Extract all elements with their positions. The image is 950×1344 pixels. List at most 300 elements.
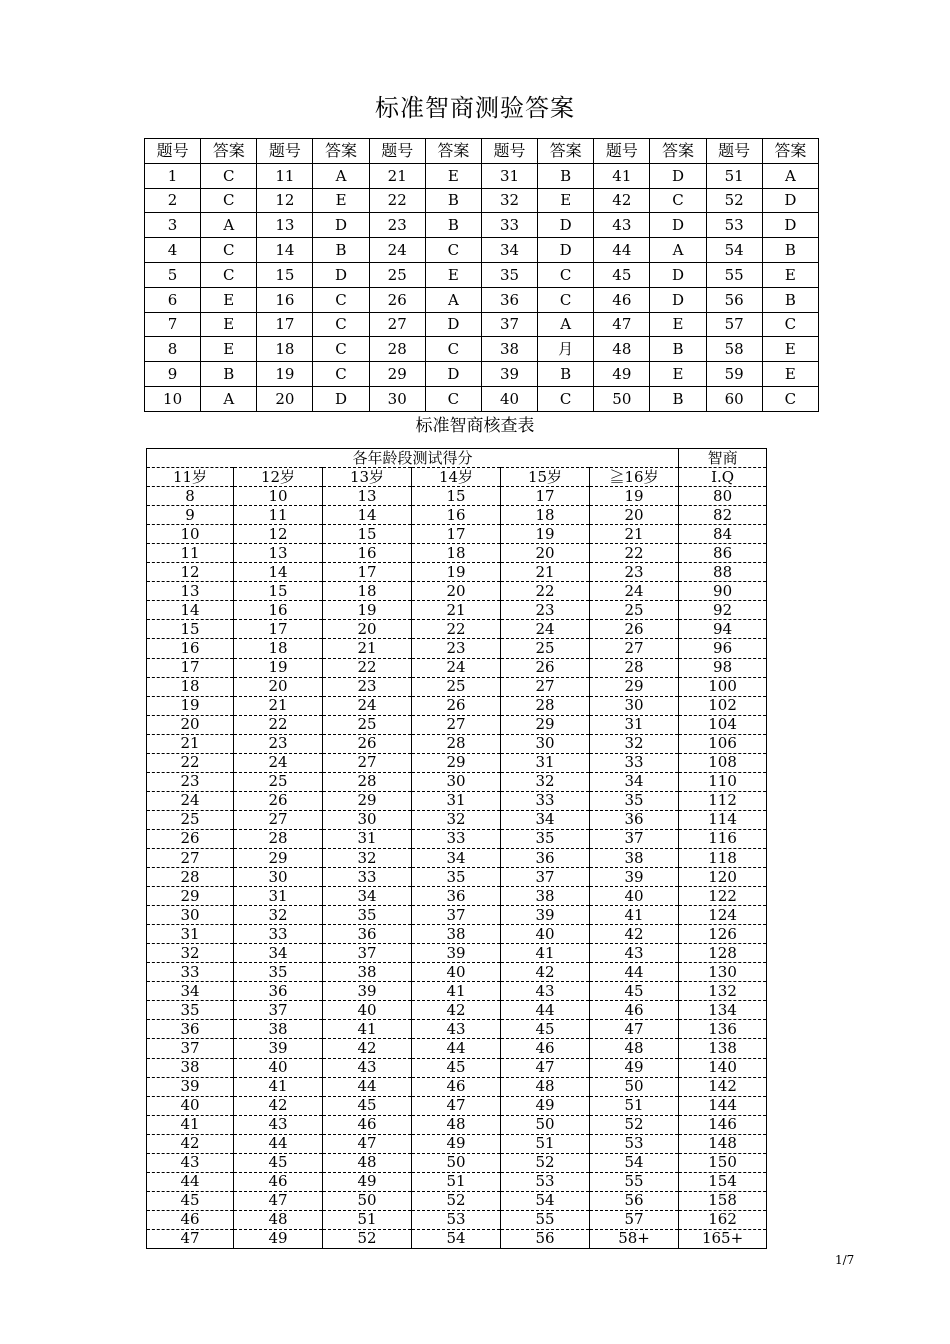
score-cell: 36 <box>501 848 590 867</box>
score-cell: 9 <box>147 506 234 525</box>
iq-value-cell: 92 <box>679 601 767 620</box>
score-cell: 8 <box>147 487 234 506</box>
score-cell: 44 <box>501 1001 590 1020</box>
score-cell: 42 <box>412 1001 501 1020</box>
score-cell: 25 <box>147 810 234 829</box>
score-cell: 21 <box>412 601 501 620</box>
iq-table-group-header-row <box>147 449 767 468</box>
question-number-cell: 29 <box>369 362 425 387</box>
score-cell: 36 <box>412 887 501 906</box>
score-cell: 19 <box>501 525 590 544</box>
question-number-cell: 11 <box>257 163 313 188</box>
answer-cell: C <box>538 386 594 411</box>
iq-value-cell: 120 <box>679 868 767 887</box>
answer-row <box>145 213 819 238</box>
iq-row <box>147 1020 767 1039</box>
iq-value-cell: 122 <box>679 887 767 906</box>
score-cell: 26 <box>501 658 590 677</box>
question-number-cell: 14 <box>257 238 313 263</box>
answer-cell: D <box>313 262 369 287</box>
score-cell: 20 <box>234 677 323 696</box>
question-number-cell: 48 <box>594 337 650 362</box>
score-cell: 21 <box>147 734 234 753</box>
answer-header-cell: 答案 <box>762 139 818 164</box>
score-cell: 15 <box>412 487 501 506</box>
iq-row <box>147 677 767 696</box>
answer-header-cell: 答案 <box>538 139 594 164</box>
question-number-cell: 30 <box>369 386 425 411</box>
score-cell: 49 <box>412 1134 501 1153</box>
question-number-cell: 44 <box>594 238 650 263</box>
answer-table-body <box>145 163 819 411</box>
question-number-cell: 50 <box>594 386 650 411</box>
iq-row <box>147 544 767 563</box>
score-cell: 51 <box>501 1134 590 1153</box>
answer-cell: C <box>762 386 818 411</box>
score-cell: 19 <box>412 563 501 582</box>
score-cell: 30 <box>501 734 590 753</box>
age-header-cell: 11岁 <box>147 468 234 487</box>
answer-cell: B <box>650 386 706 411</box>
iq-value-cell: 126 <box>679 925 767 944</box>
score-cell: 34 <box>501 810 590 829</box>
score-cell: 38 <box>234 1020 323 1039</box>
score-cell: 41 <box>323 1020 412 1039</box>
score-cell: 33 <box>412 829 501 848</box>
score-cell: 37 <box>590 829 679 848</box>
answer-cell: D <box>762 188 818 213</box>
score-cell: 25 <box>323 715 412 734</box>
score-cell: 56 <box>590 1191 679 1210</box>
score-cell: 21 <box>501 563 590 582</box>
score-cell: 31 <box>501 753 590 772</box>
answer-cell: B <box>425 188 481 213</box>
age-header-cell: 12岁 <box>234 468 323 487</box>
score-cell: 56 <box>501 1229 590 1248</box>
answer-row <box>145 287 819 312</box>
iq-row <box>147 1172 767 1191</box>
iq-value-cell: 112 <box>679 791 767 810</box>
iq-row <box>147 753 767 772</box>
score-cell: 43 <box>147 1153 234 1172</box>
answer-cell: E <box>313 188 369 213</box>
score-cell: 51 <box>590 1096 679 1115</box>
iq-value-cell: 96 <box>679 639 767 658</box>
answer-cell: B <box>425 213 481 238</box>
score-cell: 36 <box>590 810 679 829</box>
question-number-cell: 47 <box>594 312 650 337</box>
iq-row <box>147 734 767 753</box>
score-cell: 45 <box>234 1153 323 1172</box>
iq-value-cell: 158 <box>679 1191 767 1210</box>
question-number-cell: 32 <box>481 188 537 213</box>
iq-row <box>147 848 767 867</box>
score-cell: 16 <box>412 506 501 525</box>
score-cell: 41 <box>147 1115 234 1134</box>
score-cell: 44 <box>234 1134 323 1153</box>
score-cell: 23 <box>590 563 679 582</box>
score-cell: 13 <box>323 487 412 506</box>
iq-value-cell: 84 <box>679 525 767 544</box>
score-cell: 55 <box>501 1210 590 1229</box>
score-cell: 33 <box>590 753 679 772</box>
iq-value-cell: 144 <box>679 1096 767 1115</box>
question-number-cell: 46 <box>594 287 650 312</box>
score-cell: 15 <box>323 525 412 544</box>
question-number-cell: 18 <box>257 337 313 362</box>
score-cell: 34 <box>147 982 234 1001</box>
answer-cell: C <box>425 386 481 411</box>
iq-value-cell: 80 <box>679 487 767 506</box>
score-cell: 34 <box>234 944 323 963</box>
answer-cell: E <box>201 287 257 312</box>
iq-table-body <box>147 487 767 1249</box>
answer-cell: A <box>313 163 369 188</box>
iq-value-cell: 132 <box>679 982 767 1001</box>
answer-cell: D <box>762 213 818 238</box>
iq-value-cell: 128 <box>679 944 767 963</box>
iq-row <box>147 963 767 982</box>
question-number-cell: 3 <box>145 213 201 238</box>
answer-cell: C <box>538 262 594 287</box>
score-cell: 35 <box>147 1001 234 1020</box>
iq-value-cell: 134 <box>679 1001 767 1020</box>
age-header-cell: 14岁 <box>412 468 501 487</box>
score-cell: 44 <box>412 1039 501 1058</box>
iq-value-cell: 90 <box>679 582 767 601</box>
score-cell: 19 <box>590 487 679 506</box>
iq-row <box>147 1077 767 1096</box>
score-cell: 28 <box>412 734 501 753</box>
answer-cell: B <box>762 287 818 312</box>
score-cell: 26 <box>147 829 234 848</box>
score-cell: 36 <box>323 925 412 944</box>
score-cell: 37 <box>147 1039 234 1058</box>
score-cell: 53 <box>590 1134 679 1153</box>
iq-row <box>147 906 767 925</box>
answer-row <box>145 262 819 287</box>
answer-cell: D <box>425 312 481 337</box>
score-cell: 15 <box>147 620 234 639</box>
score-cell: 14 <box>147 601 234 620</box>
score-cell: 24 <box>412 658 501 677</box>
iq-table-age-header-row <box>147 468 767 487</box>
score-cell: 38 <box>147 1058 234 1077</box>
answer-cell: B <box>538 163 594 188</box>
answer-row <box>145 386 819 411</box>
page-number: 1/7 <box>835 1253 855 1267</box>
score-cell: 43 <box>412 1020 501 1039</box>
score-cell: 19 <box>234 658 323 677</box>
answer-cell: D <box>538 213 594 238</box>
iq-value-cell: 114 <box>679 810 767 829</box>
score-cell: 23 <box>147 772 234 791</box>
iq-value-cell: 110 <box>679 772 767 791</box>
question-number-cell: 19 <box>257 362 313 387</box>
iq-row <box>147 1153 767 1172</box>
iq-value-cell: 86 <box>679 544 767 563</box>
question-number-cell: 41 <box>594 163 650 188</box>
score-cell: 24 <box>234 753 323 772</box>
score-cell: 26 <box>323 734 412 753</box>
score-cell: 18 <box>412 544 501 563</box>
iq-row <box>147 1039 767 1058</box>
score-cell: 42 <box>501 963 590 982</box>
answer-cell: D <box>313 213 369 238</box>
answer-cell: B <box>762 238 818 263</box>
answer-cell: E <box>762 262 818 287</box>
score-cell: 18 <box>501 506 590 525</box>
answer-cell: A <box>425 287 481 312</box>
score-cell: 38 <box>323 963 412 982</box>
score-cell: 39 <box>323 982 412 1001</box>
answer-cell: B <box>650 337 706 362</box>
question-number-cell: 56 <box>706 287 762 312</box>
score-cell: 51 <box>323 1210 412 1229</box>
iq-row <box>147 1096 767 1115</box>
answer-header-cell: 答案 <box>201 139 257 164</box>
score-cell: 34 <box>590 772 679 791</box>
score-cell: 53 <box>412 1210 501 1229</box>
iq-row <box>147 1229 767 1248</box>
answer-header-cell: 题号 <box>706 139 762 164</box>
score-cell: 29 <box>412 753 501 772</box>
iq-lookup-table <box>146 448 767 1249</box>
score-cell: 24 <box>323 696 412 715</box>
iq-row <box>147 810 767 829</box>
score-cell: 34 <box>323 887 412 906</box>
score-cell: 16 <box>234 601 323 620</box>
score-cell: 40 <box>501 925 590 944</box>
answer-cell: A <box>762 163 818 188</box>
answer-cell: C <box>313 312 369 337</box>
question-number-cell: 23 <box>369 213 425 238</box>
score-cell: 47 <box>412 1096 501 1115</box>
score-cell: 47 <box>323 1134 412 1153</box>
score-cell: 35 <box>234 963 323 982</box>
question-number-cell: 42 <box>594 188 650 213</box>
score-cell: 38 <box>501 887 590 906</box>
iq-value-cell: 116 <box>679 829 767 848</box>
score-cell: 52 <box>323 1229 412 1248</box>
iq-value-cell: 146 <box>679 1115 767 1134</box>
question-number-cell: 12 <box>257 188 313 213</box>
score-cell: 30 <box>147 906 234 925</box>
iq-row <box>147 1001 767 1020</box>
score-cell: 37 <box>412 906 501 925</box>
score-cell: 15 <box>234 582 323 601</box>
age-header-cell: 13岁 <box>323 468 412 487</box>
question-number-cell: 8 <box>145 337 201 362</box>
score-cell: 28 <box>590 658 679 677</box>
score-cell: 35 <box>412 868 501 887</box>
score-cell: 46 <box>323 1115 412 1134</box>
score-cell: 26 <box>590 620 679 639</box>
score-cell: 46 <box>590 1001 679 1020</box>
question-number-cell: 54 <box>706 238 762 263</box>
score-cell: 27 <box>412 715 501 734</box>
score-cell: 48 <box>412 1115 501 1134</box>
answer-cell: D <box>650 213 706 238</box>
score-cell: 19 <box>147 696 234 715</box>
iq-value-cell: 118 <box>679 848 767 867</box>
score-cell: 29 <box>501 715 590 734</box>
score-cell: 27 <box>323 753 412 772</box>
answer-cell: C <box>538 287 594 312</box>
answer-cell: A <box>538 312 594 337</box>
answer-cell: C <box>313 362 369 387</box>
iq-row <box>147 944 767 963</box>
score-cell: 35 <box>590 791 679 810</box>
score-cell: 45 <box>147 1191 234 1210</box>
iq-row <box>147 1058 767 1077</box>
score-cell: 51 <box>412 1172 501 1191</box>
score-cell: 28 <box>501 696 590 715</box>
answer-cell: C <box>201 188 257 213</box>
score-cell: 29 <box>323 791 412 810</box>
score-cell: 25 <box>234 772 323 791</box>
iq-value-cell: 102 <box>679 696 767 715</box>
iq-row <box>147 620 767 639</box>
answer-cell: D <box>538 238 594 263</box>
score-cell: 48 <box>590 1039 679 1058</box>
answer-cell: C <box>425 238 481 263</box>
score-cell: 39 <box>412 944 501 963</box>
question-number-cell: 5 <box>145 262 201 287</box>
answer-header-cell: 答案 <box>650 139 706 164</box>
answer-cell: D <box>425 362 481 387</box>
score-cell: 41 <box>501 944 590 963</box>
score-cell: 34 <box>412 848 501 867</box>
score-cell: 31 <box>590 715 679 734</box>
score-cell: 46 <box>501 1039 590 1058</box>
score-cell: 23 <box>323 677 412 696</box>
iq-row <box>147 887 767 906</box>
question-number-cell: 17 <box>257 312 313 337</box>
iq-row <box>147 772 767 791</box>
iq-table-title: 标准智商核查表 <box>415 416 535 436</box>
iq-row <box>147 1115 767 1134</box>
score-cell: 35 <box>323 906 412 925</box>
question-number-cell: 51 <box>706 163 762 188</box>
score-cell: 31 <box>234 887 323 906</box>
iq-row <box>147 925 767 944</box>
iq-row <box>147 601 767 620</box>
score-cell: 22 <box>412 620 501 639</box>
score-cell: 28 <box>234 829 323 848</box>
score-cell: 26 <box>412 696 501 715</box>
score-cell: 19 <box>323 601 412 620</box>
score-cell: 55 <box>590 1172 679 1191</box>
score-cell: 23 <box>412 639 501 658</box>
iq-value-cell: 136 <box>679 1020 767 1039</box>
score-cell: 10 <box>147 525 234 544</box>
score-cell: 25 <box>501 639 590 658</box>
question-number-cell: 1 <box>145 163 201 188</box>
question-number-cell: 16 <box>257 287 313 312</box>
question-number-cell: 31 <box>481 163 537 188</box>
score-cell: 43 <box>590 944 679 963</box>
score-cell: 11 <box>234 506 323 525</box>
iq-value-cell: 100 <box>679 677 767 696</box>
score-cell: 22 <box>501 582 590 601</box>
answer-cell: C <box>425 337 481 362</box>
answer-cell: C <box>762 312 818 337</box>
score-cell: 32 <box>590 734 679 753</box>
score-cell: 25 <box>590 601 679 620</box>
answer-row <box>145 163 819 188</box>
iq-value-cell: 142 <box>679 1077 767 1096</box>
score-cell: 22 <box>147 753 234 772</box>
question-number-cell: 26 <box>369 287 425 312</box>
score-cell: 39 <box>234 1039 323 1058</box>
score-cell: 21 <box>590 525 679 544</box>
iq-value-cell: 94 <box>679 620 767 639</box>
answer-row <box>145 188 819 213</box>
score-cell: 26 <box>234 791 323 810</box>
score-cell: 44 <box>323 1077 412 1096</box>
score-cell: 40 <box>590 887 679 906</box>
score-cell: 30 <box>234 868 323 887</box>
score-cell: 17 <box>412 525 501 544</box>
question-number-cell: 39 <box>481 362 537 387</box>
score-cell: 46 <box>147 1210 234 1229</box>
iq-row <box>147 982 767 1001</box>
score-cell: 20 <box>147 715 234 734</box>
question-number-cell: 45 <box>594 262 650 287</box>
score-cell: 24 <box>590 582 679 601</box>
score-cell: 38 <box>412 925 501 944</box>
score-cell: 16 <box>323 544 412 563</box>
question-number-cell: 24 <box>369 238 425 263</box>
iq-value-cell: 88 <box>679 563 767 582</box>
score-cell: 12 <box>234 525 323 544</box>
question-number-cell: 60 <box>706 386 762 411</box>
score-cell: 20 <box>412 582 501 601</box>
score-cell: 49 <box>501 1096 590 1115</box>
iq-row <box>147 506 767 525</box>
score-cell: 47 <box>234 1191 323 1210</box>
score-cell: 30 <box>590 696 679 715</box>
question-number-cell: 10 <box>145 386 201 411</box>
score-cell: 22 <box>234 715 323 734</box>
score-cell: 18 <box>147 677 234 696</box>
answer-cell: B <box>313 238 369 263</box>
question-number-cell: 6 <box>145 287 201 312</box>
iq-row <box>147 525 767 544</box>
answer-cell: E <box>762 362 818 387</box>
score-cell: 29 <box>234 848 323 867</box>
answer-cell: E <box>425 262 481 287</box>
score-cell: 24 <box>147 791 234 810</box>
iq-value-cell: 108 <box>679 753 767 772</box>
iq-row <box>147 696 767 715</box>
answer-cell: A <box>201 213 257 238</box>
iq-row <box>147 658 767 677</box>
score-cell: 33 <box>234 925 323 944</box>
answer-cell: B <box>201 362 257 387</box>
score-cell: 32 <box>147 944 234 963</box>
score-cell: 32 <box>234 906 323 925</box>
question-number-cell: 58 <box>706 337 762 362</box>
answer-cell: E <box>201 312 257 337</box>
iq-row <box>147 829 767 848</box>
score-cell: 28 <box>147 868 234 887</box>
question-number-cell: 22 <box>369 188 425 213</box>
score-cell: 14 <box>234 563 323 582</box>
score-cell: 46 <box>412 1077 501 1096</box>
question-number-cell: 59 <box>706 362 762 387</box>
